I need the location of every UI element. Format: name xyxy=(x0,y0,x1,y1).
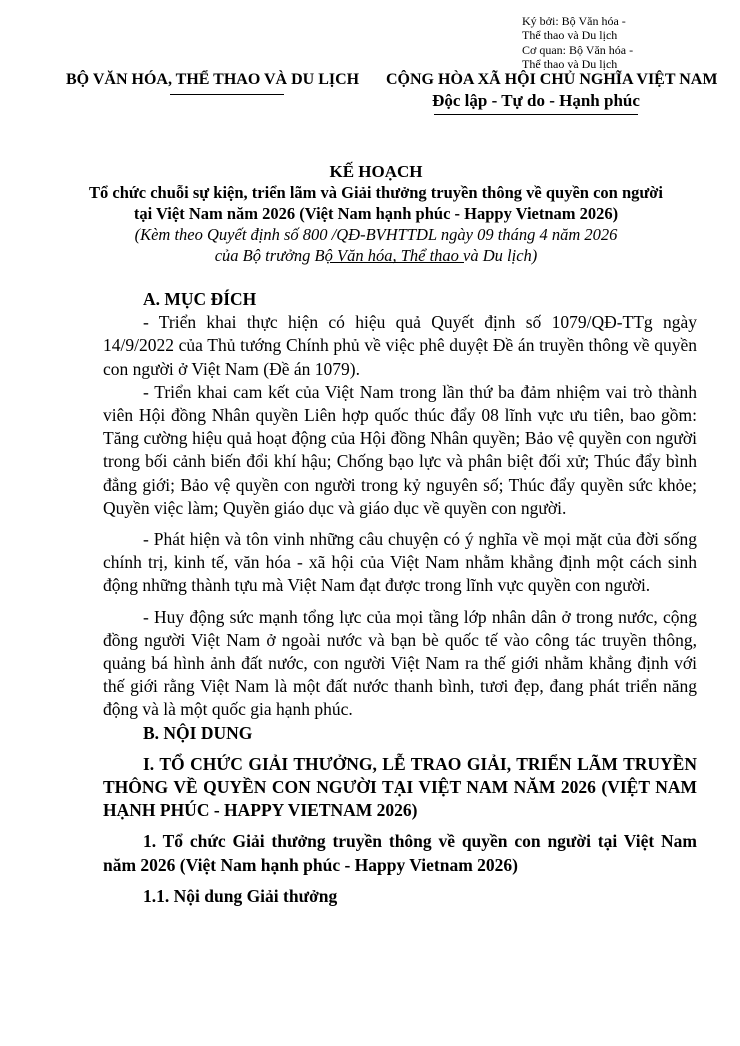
document-title: KẾ HOẠCH xyxy=(329,162,423,181)
ministry-underline xyxy=(170,94,284,95)
national-title: CỘNG HÒA XÃ HỘI CHỦ NGHĨA VIỆT NAM xyxy=(386,71,718,88)
national-motto: Độc lập - Tự do - Hạnh phúc xyxy=(432,91,640,110)
decision-issuer: của Bộ trưởng Bộ Văn hóa, Thể thao và Du lịch) xyxy=(214,246,538,265)
signature-line: Thể thao và Du lịch xyxy=(522,28,618,43)
digital-signature-block xyxy=(522,14,732,72)
section-heading-b: B. NỘI DUNG xyxy=(143,722,253,743)
motto-underline xyxy=(434,114,638,115)
title-underline xyxy=(330,262,464,263)
section-heading-i: I. TỔ CHỨC GIẢI THƯỞNG, LỄ TRAO GIẢI, TRIỂN LÃM TRUYỀN THÔNG VỀ QUYỀN CON NGƯỜI TẠI VIỆT NAM NĂM 2026 (VIỆT NAM HẠNH PHÚC - HAPPY VIETNAM 2026) xyxy=(103,753,697,821)
paragraph: - Triển khai cam kết của Việt Nam trong lần thứ ba đảm nhiệm vai trò thành viên Hội đồng Nhân quyền Liên hợp quốc thúc đẩy 08 lĩnh vực ưu tiên, bao gồm: Tăng cường hiệu quả hoạt động của Hội đồng Nhân quyền; Bảo vệ quyền con người trong bối cảnh biến đổi khí hậu; Chống bạo lực và phân biệt đối xử; Thúc đẩy bình đẳng giới; Bảo vệ quyền con người trong kỷ nguyên số; Thúc đẩy quyền sức khỏe; Quyền việc làm; Quyền giáo dục và giáo dục về quyền con người. xyxy=(103,381,697,518)
paragraph: - Triển khai thực hiện có hiệu quả Quyết định số 1079/QĐ-TTg ngày 14/9/2022 của Thủ tướng Chính phủ về việc phê duyệt Đề án truyền thông về quyền con người ở Việt Nam (Đề án 1079). xyxy=(103,312,697,379)
document-title-block xyxy=(60,161,692,266)
title-line: Tổ chức chuỗi sự kiện, triển lãm và Giải thưởng truyền thông về quyền con người xyxy=(88,183,663,202)
title-line: tại Việt Nam năm 2026 (Việt Nam hạnh phúc - Happy Vietnam 2026) xyxy=(133,204,619,223)
signature-line: Cơ quan: Bộ Văn hóa - xyxy=(522,42,634,57)
paragraph: - Huy động sức mạnh tổng lực của mọi tầng lớp nhân dân ở trong nước, cộng đồng người Việt Nam ở ngoài nước và bạn bè quốc tế vào công tác truyền thông, quảng bá hình ảnh đất nước, con người Việt Nam ra thế giới nhằm khẳng định với thế giới rằng Việt Nam là một đất nước thanh bình, tươi đẹp, đang phát triển năng động và là một quốc gia hạnh phúc. xyxy=(103,606,697,720)
section-heading-a: A. MỤC ĐÍCH xyxy=(143,289,257,309)
signature-line: Thể thao và Du lịch xyxy=(522,57,618,72)
document-body xyxy=(103,288,697,908)
ministry-name: BỘ VĂN HÓA, THỂ THAO VÀ DU LỊCH xyxy=(66,71,360,88)
paragraph: - Phát hiện và tôn vinh những câu chuyện có ý nghĩa về mọi mặt của đời sống chính trị, kinh tế, văn hóa - xã hội của Việt Nam nhằm khẳng định một cách sinh động những thành tựu mà Việt Nam đạt được trong lĩnh vực quyền con người. xyxy=(103,529,697,596)
subsection-heading: 1. Tổ chức Giải thưởng truyền thông về quyền con người tại Việt Nam năm 2026 (Việt Nam hạnh phúc - Happy Vietnam 2026) xyxy=(103,831,697,875)
subsection-heading: 1.1. Nội dung Giải thưởng xyxy=(143,885,338,906)
decision-reference: (Kèm theo Quyết định số 800 /QĐ-BVHTTDL ngày 09 tháng 4 năm 2026 xyxy=(134,225,618,244)
signature-line: Ký bởi: Bộ Văn hóa - xyxy=(522,14,626,28)
